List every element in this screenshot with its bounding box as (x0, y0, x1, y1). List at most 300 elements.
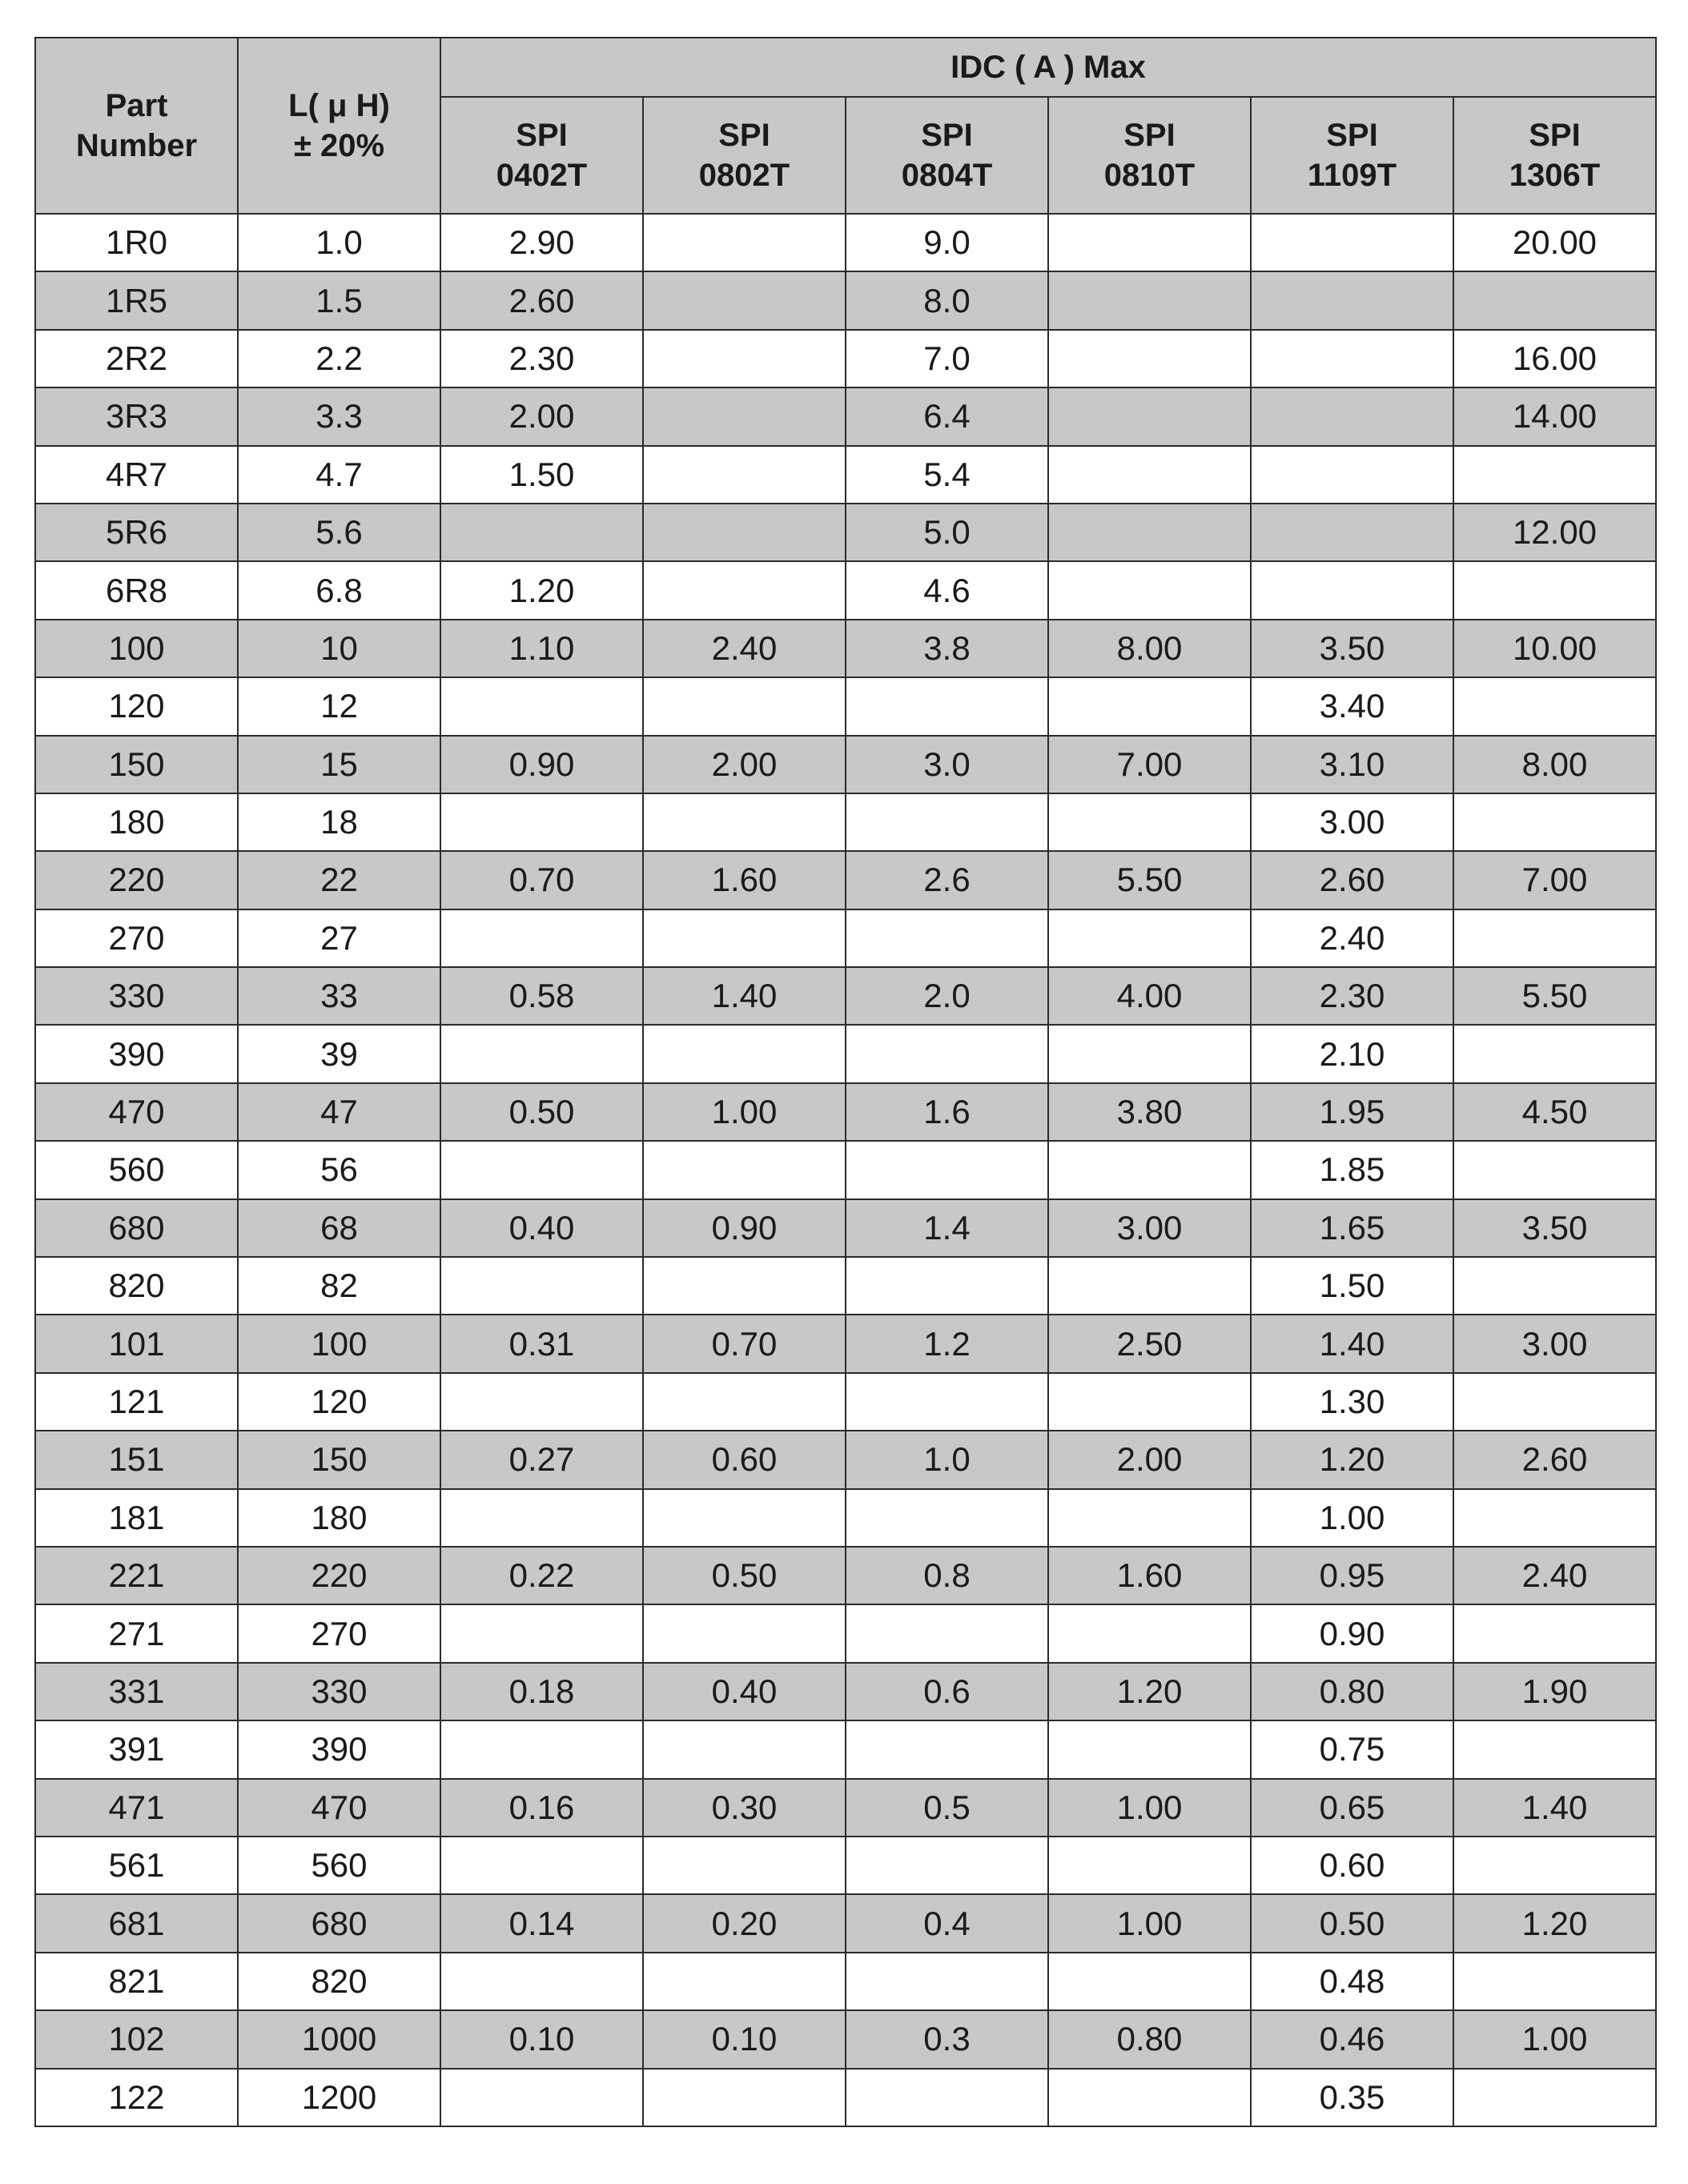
idc-cell (1048, 561, 1251, 619)
idc-cell: 0.46 (1251, 2010, 1453, 2068)
idc-cell (846, 1604, 1048, 1662)
idc-cell (440, 1720, 643, 1778)
idc-cell (1453, 909, 1656, 967)
part-number-cell: 5R6 (35, 504, 238, 561)
idc-cell: 0.90 (1251, 1604, 1453, 1662)
idc-cell (1048, 330, 1251, 387)
part-number-cell: 1R0 (35, 214, 238, 271)
inductance-cell: 15 (238, 736, 440, 793)
table-row (35, 1604, 1656, 1662)
idc-cell (1251, 214, 1453, 271)
idc-cell (846, 1141, 1048, 1198)
idc-cell: 6.4 (846, 387, 1048, 445)
idc-cell (1048, 2069, 1251, 2126)
header-inductance: L( μ H) ± 20% (238, 38, 440, 214)
table-row (35, 1720, 1656, 1778)
inductance-cell: 18 (238, 793, 440, 851)
table-row (35, 1373, 1656, 1431)
inductance-cell: 270 (238, 1604, 440, 1662)
idc-cell: 0.3 (846, 2010, 1048, 2068)
part-number-cell: 181 (35, 1489, 238, 1547)
idc-cell (440, 909, 643, 967)
idc-cell: 1.50 (440, 446, 643, 504)
idc-cell (1048, 387, 1251, 445)
idc-cell: 1.20 (1251, 1431, 1453, 1488)
idc-cell: 0.50 (440, 1083, 643, 1141)
idc-cell (846, 2069, 1048, 2126)
idc-cell (1048, 1953, 1251, 2010)
table-row (35, 1837, 1656, 1894)
part-number-cell: 821 (35, 1953, 238, 2010)
idc-cell (440, 1141, 643, 1198)
idc-cell: 0.20 (643, 1894, 846, 1952)
idc-cell (846, 793, 1048, 851)
idc-cell: 16.00 (1453, 330, 1656, 387)
idc-cell (1048, 793, 1251, 851)
idc-cell (440, 677, 643, 735)
idc-cell: 0.70 (643, 1315, 846, 1372)
idc-cell (1251, 271, 1453, 329)
idc-cell (1251, 561, 1453, 619)
idc-cell: 3.00 (1453, 1315, 1656, 1372)
idc-cell: 1.4 (846, 1199, 1048, 1257)
idc-cell (1048, 1373, 1251, 1431)
inductance-cell: 560 (238, 1837, 440, 1894)
idc-cell: 0.16 (440, 1779, 643, 1837)
idc-cell: 1.0 (846, 1431, 1048, 1488)
idc-cell (1453, 1953, 1656, 2010)
idc-cell (643, 909, 846, 967)
idc-cell: 1.10 (440, 620, 643, 677)
table-header (35, 38, 1656, 214)
idc-cell: 2.00 (643, 736, 846, 793)
inductance-cell: 150 (238, 1431, 440, 1488)
idc-cell (643, 561, 846, 619)
idc-cell (1453, 1025, 1656, 1082)
idc-cell: 8.0 (846, 271, 1048, 329)
idc-table-container (34, 37, 1657, 2127)
idc-cell: 4.50 (1453, 1083, 1656, 1141)
idc-cell: 2.00 (1048, 1431, 1251, 1488)
idc-cell: 7.0 (846, 330, 1048, 387)
idc-cell: 8.00 (1048, 620, 1251, 677)
header-series-4: SPI 1109T (1251, 97, 1453, 214)
idc-cell: 0.8 (846, 1547, 1048, 1604)
table-row (35, 504, 1656, 561)
inductance-cell: 2.2 (238, 330, 440, 387)
table-row (35, 909, 1656, 967)
idc-cell (1453, 793, 1656, 851)
table-row (35, 1953, 1656, 2010)
idc-cell: 1.00 (643, 1083, 846, 1141)
idc-cell (440, 504, 643, 561)
idc-cell: 0.4 (846, 1894, 1048, 1952)
idc-cell: 1.95 (1251, 1083, 1453, 1141)
inductance-cell: 390 (238, 1720, 440, 1778)
idc-cell (643, 1373, 846, 1431)
idc-cell (440, 1604, 643, 1662)
idc-cell (643, 1141, 846, 1198)
table-row (35, 330, 1656, 387)
idc-cell: 3.40 (1251, 677, 1453, 735)
table-row (35, 967, 1656, 1025)
idc-cell (1048, 1025, 1251, 1082)
idc-cell (1453, 677, 1656, 735)
idc-cell: 1.90 (1453, 1663, 1656, 1720)
idc-cell (1048, 1257, 1251, 1315)
idc-cell: 1.00 (1453, 2010, 1656, 2068)
idc-cell: 0.35 (1251, 2069, 1453, 2126)
idc-table (34, 37, 1657, 2127)
idc-cell: 1.00 (1048, 1894, 1251, 1952)
part-number-cell: 3R3 (35, 387, 238, 445)
idc-cell (643, 793, 846, 851)
table-row (35, 1141, 1656, 1198)
idc-cell (1048, 1604, 1251, 1662)
idc-cell (846, 1720, 1048, 1778)
table-row (35, 736, 1656, 793)
part-number-cell: 102 (35, 2010, 238, 2068)
header-series-0: SPI 0402T (440, 97, 643, 214)
idc-cell: 20.00 (1453, 214, 1656, 271)
idc-cell: 0.95 (1251, 1547, 1453, 1604)
idc-cell: 0.18 (440, 1663, 643, 1720)
table-row (35, 561, 1656, 619)
idc-cell (643, 504, 846, 561)
idc-cell: 2.40 (1453, 1547, 1656, 1604)
table-row (35, 214, 1656, 271)
table-body (35, 214, 1656, 2126)
idc-cell (1453, 1141, 1656, 1198)
inductance-cell: 4.7 (238, 446, 440, 504)
part-number-cell: 391 (35, 1720, 238, 1778)
idc-cell: 2.00 (440, 387, 643, 445)
idc-cell: 7.00 (1048, 736, 1251, 793)
idc-cell: 2.0 (846, 967, 1048, 1025)
idc-cell (1453, 1489, 1656, 1547)
idc-cell: 0.48 (1251, 1953, 1453, 2010)
idc-cell: 2.60 (1251, 851, 1453, 909)
idc-cell (1453, 2069, 1656, 2126)
idc-cell: 12.00 (1453, 504, 1656, 561)
part-number-cell: 331 (35, 1663, 238, 1720)
idc-cell: 0.5 (846, 1779, 1048, 1837)
table-row (35, 271, 1656, 329)
idc-cell (643, 1025, 846, 1082)
inductance-cell: 180 (238, 1489, 440, 1547)
idc-cell: 3.0 (846, 736, 1048, 793)
inductance-cell: 10 (238, 620, 440, 677)
part-number-cell: 1R5 (35, 271, 238, 329)
header-part-number: Part Number (35, 38, 238, 214)
idc-cell: 0.31 (440, 1315, 643, 1372)
part-number-cell: 150 (35, 736, 238, 793)
idc-cell: 1.20 (440, 561, 643, 619)
idc-cell: 0.70 (440, 851, 643, 909)
inductance-cell: 330 (238, 1663, 440, 1720)
idc-cell: 2.40 (643, 620, 846, 677)
inductance-cell: 22 (238, 851, 440, 909)
part-number-cell: 221 (35, 1547, 238, 1604)
idc-cell (1453, 271, 1656, 329)
idc-cell (1048, 271, 1251, 329)
idc-cell: 1.60 (1048, 1547, 1251, 1604)
part-number-cell: 122 (35, 2069, 238, 2126)
inductance-cell: 1000 (238, 2010, 440, 2068)
part-number-cell: 101 (35, 1315, 238, 1372)
idc-cell: 0.80 (1251, 1663, 1453, 1720)
part-number-cell: 151 (35, 1431, 238, 1488)
idc-cell: 10.00 (1453, 620, 1656, 677)
table-row (35, 1257, 1656, 1315)
idc-cell: 1.85 (1251, 1141, 1453, 1198)
part-number-cell: 180 (35, 793, 238, 851)
idc-cell (1048, 1489, 1251, 1547)
inductance-cell: 12 (238, 677, 440, 735)
idc-cell: 5.50 (1048, 851, 1251, 909)
idc-cell (643, 677, 846, 735)
idc-cell (1251, 387, 1453, 445)
part-number-cell: 820 (35, 1257, 238, 1315)
idc-cell (1251, 504, 1453, 561)
inductance-cell: 56 (238, 1141, 440, 1198)
idc-cell (643, 1489, 846, 1547)
idc-cell (643, 1953, 846, 2010)
table-row (35, 1779, 1656, 1837)
table-row (35, 1315, 1656, 1372)
idc-cell: 1.20 (1048, 1663, 1251, 1720)
table-row (35, 2010, 1656, 2068)
idc-cell (440, 2069, 643, 2126)
header-idc-max: IDC ( A ) Max (440, 38, 1656, 97)
idc-cell: 1.00 (1251, 1489, 1453, 1547)
idc-cell (1048, 677, 1251, 735)
inductance-cell: 68 (238, 1199, 440, 1257)
idc-cell: 1.6 (846, 1083, 1048, 1141)
idc-cell (643, 1604, 846, 1662)
idc-cell: 1.00 (1048, 1779, 1251, 1837)
idc-cell (643, 1257, 846, 1315)
table-row (35, 677, 1656, 735)
idc-cell (1251, 446, 1453, 504)
idc-cell (1453, 1837, 1656, 1894)
idc-cell: 1.30 (1251, 1373, 1453, 1431)
idc-cell: 0.80 (1048, 2010, 1251, 2068)
idc-cell: 2.10 (1251, 1025, 1453, 1082)
idc-cell: 2.90 (440, 214, 643, 271)
part-number-cell: 471 (35, 1779, 238, 1837)
idc-cell: 1.40 (1251, 1315, 1453, 1372)
idc-cell (846, 1837, 1048, 1894)
idc-cell (440, 1953, 643, 2010)
idc-cell (846, 1373, 1048, 1431)
idc-cell (1048, 1720, 1251, 1778)
idc-cell (1453, 446, 1656, 504)
idc-cell: 2.50 (1048, 1315, 1251, 1372)
table-row (35, 446, 1656, 504)
inductance-cell: 27 (238, 909, 440, 967)
table-row (35, 387, 1656, 445)
idc-cell (846, 677, 1048, 735)
idc-cell: 0.30 (643, 1779, 846, 1837)
idc-cell: 2.60 (440, 271, 643, 329)
idc-cell (1453, 1720, 1656, 1778)
part-number-cell: 4R7 (35, 446, 238, 504)
table-row (35, 793, 1656, 851)
idc-cell: 0.14 (440, 1894, 643, 1952)
idc-cell: 7.00 (1453, 851, 1656, 909)
idc-cell: 5.4 (846, 446, 1048, 504)
idc-cell: 0.90 (643, 1199, 846, 1257)
part-number-cell: 470 (35, 1083, 238, 1141)
part-number-cell: 390 (35, 1025, 238, 1082)
inductance-cell: 47 (238, 1083, 440, 1141)
idc-cell: 5.0 (846, 504, 1048, 561)
idc-cell: 0.60 (643, 1431, 846, 1488)
part-number-cell: 560 (35, 1141, 238, 1198)
idc-cell (846, 909, 1048, 967)
idc-cell (1251, 330, 1453, 387)
idc-cell: 1.40 (1453, 1779, 1656, 1837)
idc-cell: 1.65 (1251, 1199, 1453, 1257)
idc-cell: 2.60 (1453, 1431, 1656, 1488)
idc-cell: 0.58 (440, 967, 643, 1025)
part-number-cell: 681 (35, 1894, 238, 1952)
inductance-cell: 820 (238, 1953, 440, 2010)
idc-cell: 3.50 (1251, 620, 1453, 677)
table-row (35, 851, 1656, 909)
idc-cell: 8.00 (1453, 736, 1656, 793)
idc-cell: 2.30 (440, 330, 643, 387)
idc-cell: 4.6 (846, 561, 1048, 619)
idc-cell: 2.6 (846, 851, 1048, 909)
idc-cell: 0.27 (440, 1431, 643, 1488)
part-number-cell: 330 (35, 967, 238, 1025)
idc-cell (1453, 1373, 1656, 1431)
inductance-cell: 1200 (238, 2069, 440, 2126)
part-number-cell: 220 (35, 851, 238, 909)
header-series-3: SPI 0810T (1048, 97, 1251, 214)
idc-cell (643, 1720, 846, 1778)
idc-cell (643, 387, 846, 445)
idc-cell: 1.2 (846, 1315, 1048, 1372)
part-number-cell: 121 (35, 1373, 238, 1431)
idc-cell (1048, 909, 1251, 967)
inductance-cell: 680 (238, 1894, 440, 1952)
header-series-5: SPI 1306T (1453, 97, 1656, 214)
idc-cell: 0.10 (440, 2010, 643, 2068)
idc-cell (440, 1489, 643, 1547)
idc-cell (440, 793, 643, 851)
idc-cell: 2.40 (1251, 909, 1453, 967)
idc-cell (643, 330, 846, 387)
idc-cell: 5.50 (1453, 967, 1656, 1025)
part-number-cell: 561 (35, 1837, 238, 1894)
part-number-cell: 6R8 (35, 561, 238, 619)
idc-cell: 0.22 (440, 1547, 643, 1604)
idc-cell: 0.6 (846, 1663, 1048, 1720)
table-row (35, 1489, 1656, 1547)
inductance-cell: 120 (238, 1373, 440, 1431)
table-row (35, 1083, 1656, 1141)
header-series-1: SPI 0802T (643, 97, 846, 214)
idc-cell (1048, 1141, 1251, 1198)
table-row (35, 1894, 1656, 1952)
part-number-cell: 100 (35, 620, 238, 677)
header-series-2: SPI 0804T (846, 97, 1048, 214)
idc-cell (643, 1837, 846, 1894)
table-row (35, 1431, 1656, 1488)
inductance-cell: 100 (238, 1315, 440, 1372)
idc-cell: 0.75 (1251, 1720, 1453, 1778)
idc-cell: 3.00 (1048, 1199, 1251, 1257)
idc-cell (846, 1489, 1048, 1547)
idc-cell: 1.50 (1251, 1257, 1453, 1315)
inductance-cell: 1.5 (238, 271, 440, 329)
idc-cell: 9.0 (846, 214, 1048, 271)
idc-cell: 3.50 (1453, 1199, 1656, 1257)
idc-cell: 1.40 (643, 967, 846, 1025)
table-row (35, 1547, 1656, 1604)
inductance-cell: 39 (238, 1025, 440, 1082)
idc-cell: 2.30 (1251, 967, 1453, 1025)
idc-cell: 0.40 (440, 1199, 643, 1257)
idc-cell (643, 271, 846, 329)
table-row (35, 1199, 1656, 1257)
inductance-cell: 6.8 (238, 561, 440, 619)
idc-cell: 3.80 (1048, 1083, 1251, 1141)
part-number-cell: 270 (35, 909, 238, 967)
idc-cell: 1.20 (1453, 1894, 1656, 1952)
inductance-cell: 220 (238, 1547, 440, 1604)
inductance-cell: 470 (238, 1779, 440, 1837)
idc-cell (846, 1257, 1048, 1315)
idc-cell: 0.90 (440, 736, 643, 793)
idc-cell: 3.10 (1251, 736, 1453, 793)
idc-cell: 14.00 (1453, 387, 1656, 445)
idc-cell: 3.8 (846, 620, 1048, 677)
part-number-cell: 120 (35, 677, 238, 735)
idc-cell: 0.50 (1251, 1894, 1453, 1952)
idc-cell (643, 446, 846, 504)
idc-cell: 0.40 (643, 1663, 846, 1720)
idc-cell: 1.60 (643, 851, 846, 909)
table-row (35, 1663, 1656, 1720)
inductance-cell: 33 (238, 967, 440, 1025)
idc-cell (1048, 1837, 1251, 1894)
idc-cell: 0.10 (643, 2010, 846, 2068)
idc-cell: 3.00 (1251, 793, 1453, 851)
idc-cell (440, 1373, 643, 1431)
inductance-cell: 3.3 (238, 387, 440, 445)
table-row (35, 620, 1656, 677)
part-number-cell: 2R2 (35, 330, 238, 387)
idc-cell (1453, 1257, 1656, 1315)
idc-cell (1048, 504, 1251, 561)
table-row (35, 2069, 1656, 2126)
idc-cell (440, 1837, 643, 1894)
idc-cell (846, 1025, 1048, 1082)
table-row (35, 1025, 1656, 1082)
idc-cell: 0.60 (1251, 1837, 1453, 1894)
idc-cell: 4.00 (1048, 967, 1251, 1025)
idc-cell (846, 1953, 1048, 2010)
part-number-cell: 680 (35, 1199, 238, 1257)
inductance-cell: 1.0 (238, 214, 440, 271)
idc-cell (643, 214, 846, 271)
idc-cell (1048, 214, 1251, 271)
idc-cell (643, 2069, 846, 2126)
